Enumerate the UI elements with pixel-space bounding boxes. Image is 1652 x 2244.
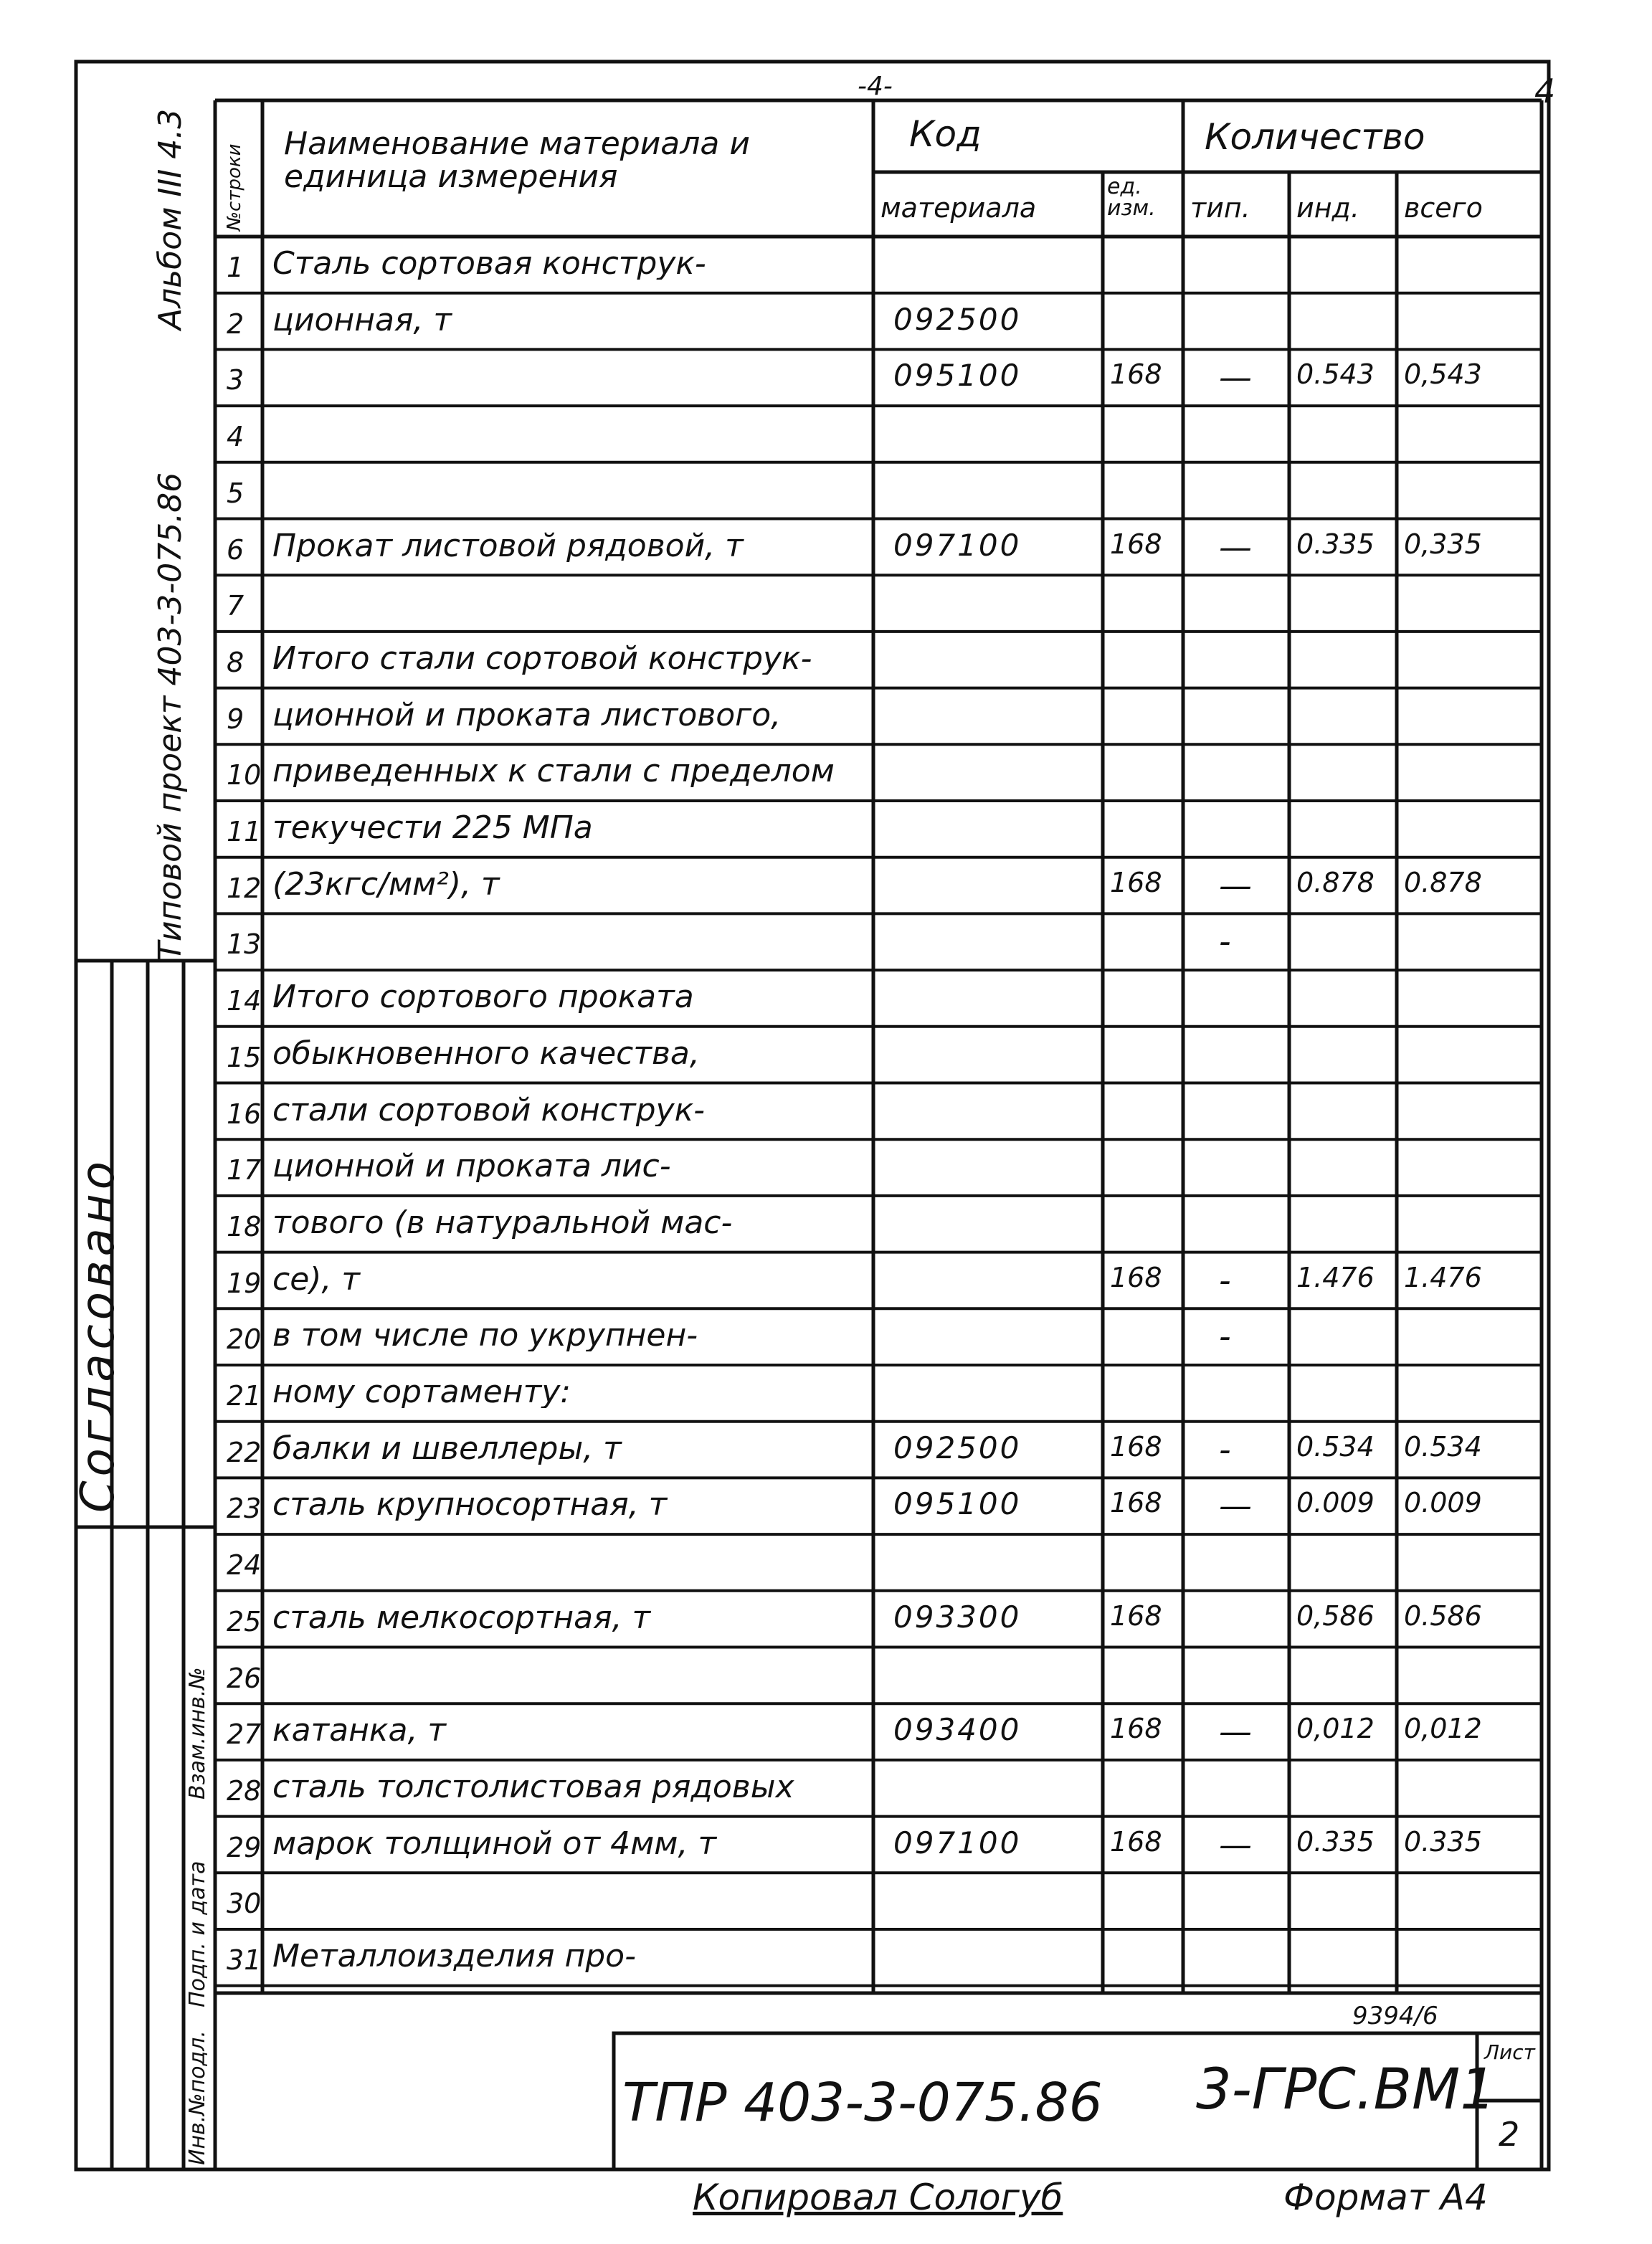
cell-n: 22 [227,1436,262,1468]
cell-ind: 0,586 [1296,1599,1375,1632]
cell-ind: 1.476 [1296,1261,1375,1293]
cell-n: 21 [227,1380,262,1412]
cell-ind: 0.878 [1296,866,1375,898]
cell-unit: 168 [1110,358,1162,391]
cell-unit: 168 [1110,1487,1162,1519]
cell-n: 16 [227,1098,262,1130]
sheet-label: Лист [1484,2040,1535,2064]
cell-n: 3 [227,364,245,396]
cell-unit: 168 [1110,1599,1162,1632]
cell-total: 0.335 [1404,1825,1482,1858]
cell-n: 5 [227,477,245,509]
cell-n: 10 [227,759,262,791]
cell-typ: — [1219,865,1252,905]
cell-n: 12 [227,872,262,904]
cell-code: 093400 [893,1712,1022,1748]
cell-ind: 0.335 [1296,1825,1375,1858]
cell-code: 097100 [893,527,1022,563]
project-label: Типовой проект 403-3-075.86 [152,472,189,961]
cell-name: се), т [272,1263,361,1295]
cell-typ: - [1219,922,1231,961]
cell-typ: — [1219,1712,1252,1751]
cell-unit: 168 [1110,866,1162,898]
album-label: Альбом III 4.3 [152,108,189,330]
cell-name: Итого стали сортовой конструк- [272,642,812,675]
header-qty-total: всего [1404,192,1483,224]
format-label: Формат А4 [1283,2177,1488,2218]
cell-n: 6 [227,533,245,566]
cell-n: 13 [227,928,262,961]
cell-total: 0.009 [1404,1487,1482,1519]
agreed-label: Согласовано [72,1157,125,1513]
cell-n: 27 [227,1718,262,1751]
cell-total: 0.878 [1404,866,1482,898]
cell-name: Прокат листовой рядовой, т [272,530,744,562]
cell-n: 20 [227,1323,262,1356]
cell-name: приведенных к стали с пределом [272,756,835,788]
cell-name: обыкновенного качества, [272,1037,700,1070]
cell-code: 095100 [893,1486,1022,1522]
cell-n: 28 [227,1774,262,1807]
sheet-code: 3-ГРС.ВМ1 [1196,2058,1496,2122]
corner-mark: 4 [1534,72,1556,110]
cell-n: 9 [227,703,245,735]
cell-ind: 0,012 [1296,1713,1375,1745]
cell-total: 0,543 [1404,358,1482,391]
cell-name: тового (в натуральной мас- [272,1207,733,1239]
cell-name: балки и швеллеры, т [272,1432,622,1465]
cell-n: 30 [227,1888,262,1920]
cell-name: марок толщиной от 4мм, т [272,1827,717,1860]
cell-n: 7 [227,590,245,622]
header-name: Наименование материала и единица измерения [284,125,750,196]
cell-code: 092500 [893,1430,1022,1465]
cell-unit: 168 [1110,1261,1162,1293]
cell-ind: 0.543 [1296,358,1375,391]
cell-name: ному сортаменту: [272,1377,571,1408]
copied-by: Копировал Сологуб [693,2177,1063,2218]
cell-n: 17 [227,1154,262,1187]
cell-name: Итого сортового проката [272,981,694,1014]
header-quantity: Количество [1205,116,1425,158]
cell-n: 11 [227,816,262,847]
inventory-label: Инв.№подл. [185,2030,210,2165]
header-qty-type: тип. [1190,192,1250,224]
header-qty-individual: инд. [1296,192,1359,224]
cell-name: в том числе по укрупнен- [272,1320,698,1352]
cell-ind: 0.335 [1296,528,1375,560]
cell-n: 25 [227,1605,262,1637]
cell-n: 8 [227,646,245,678]
cell-typ: — [1219,358,1252,397]
cell-name: сталь мелкосортная, т [272,1602,651,1634]
cell-n: 31 [227,1944,262,1976]
cell-unit: 168 [1110,1825,1162,1858]
sheet-number: 2 [1499,2115,1520,2154]
cell-unit: 168 [1110,528,1162,560]
cell-name: текучести 225 МПа [272,812,593,844]
cell-name: Металлоизделия про- [272,1941,636,1972]
page-number-top: -4- [858,72,893,101]
cell-unit: 168 [1110,1713,1162,1745]
cell-code: 093300 [893,1599,1022,1635]
cell-code: 097100 [893,1825,1022,1860]
cell-n: 15 [227,1041,262,1073]
document-code: ТПР 403-3-075.86 [622,2072,1103,2134]
header-row-number: №строки [224,143,245,231]
cell-typ: — [1219,527,1252,566]
cell-n: 1 [227,252,245,283]
cell-n: 29 [227,1831,262,1863]
cell-n: 14 [227,985,262,1017]
cell-total: 0,335 [1404,528,1482,560]
header-unit: ед. изм. [1107,174,1156,221]
cell-n: 26 [227,1662,262,1694]
cell-name: катанка, т [272,1715,447,1747]
cell-typ: - [1219,1430,1231,1469]
cell-name: ционная, т [272,304,452,336]
cell-name: Сталь сортовая конструк- [272,248,706,280]
cell-code: 092500 [893,301,1022,337]
cell-typ: — [1219,1825,1252,1864]
cell-n: 19 [227,1267,262,1299]
cell-total: 0.586 [1404,1599,1482,1632]
cell-name: (23кгс/мм²), т [272,868,500,900]
cell-name: ционной и проката листового, [272,699,782,731]
cell-name: стали сортовой конструк- [272,1094,706,1126]
cell-n: 18 [227,1210,262,1242]
cell-unit: 168 [1110,1430,1162,1463]
cell-n: 2 [227,308,245,340]
order-number: 9394/6 [1352,2002,1438,2030]
header-code: Код [909,113,982,155]
cell-total: 0,012 [1404,1713,1482,1745]
cell-typ: - [1219,1260,1231,1300]
cell-name: сталь крупносортная, т [272,1489,668,1521]
cell-ind: 0.534 [1296,1430,1375,1463]
cell-n: 24 [227,1549,262,1582]
cell-code: 095100 [893,358,1022,394]
replacement-inventory-label: Взам.инв.№ [185,1667,210,1800]
cell-name: сталь толстолистовая рядовых [272,1771,794,1803]
cell-typ: - [1219,1317,1231,1356]
cell-n: 23 [227,1493,262,1525]
header-code-material: материала [880,192,1037,224]
cell-total: 0.534 [1404,1430,1482,1463]
signature-date-label: Подп. и дата [185,1860,210,2007]
cell-name: ционной и проката лис- [272,1151,671,1183]
cell-ind: 0.009 [1296,1487,1375,1519]
cell-total: 1.476 [1404,1261,1482,1293]
cell-typ: — [1219,1486,1252,1526]
cell-n: 4 [227,421,245,453]
